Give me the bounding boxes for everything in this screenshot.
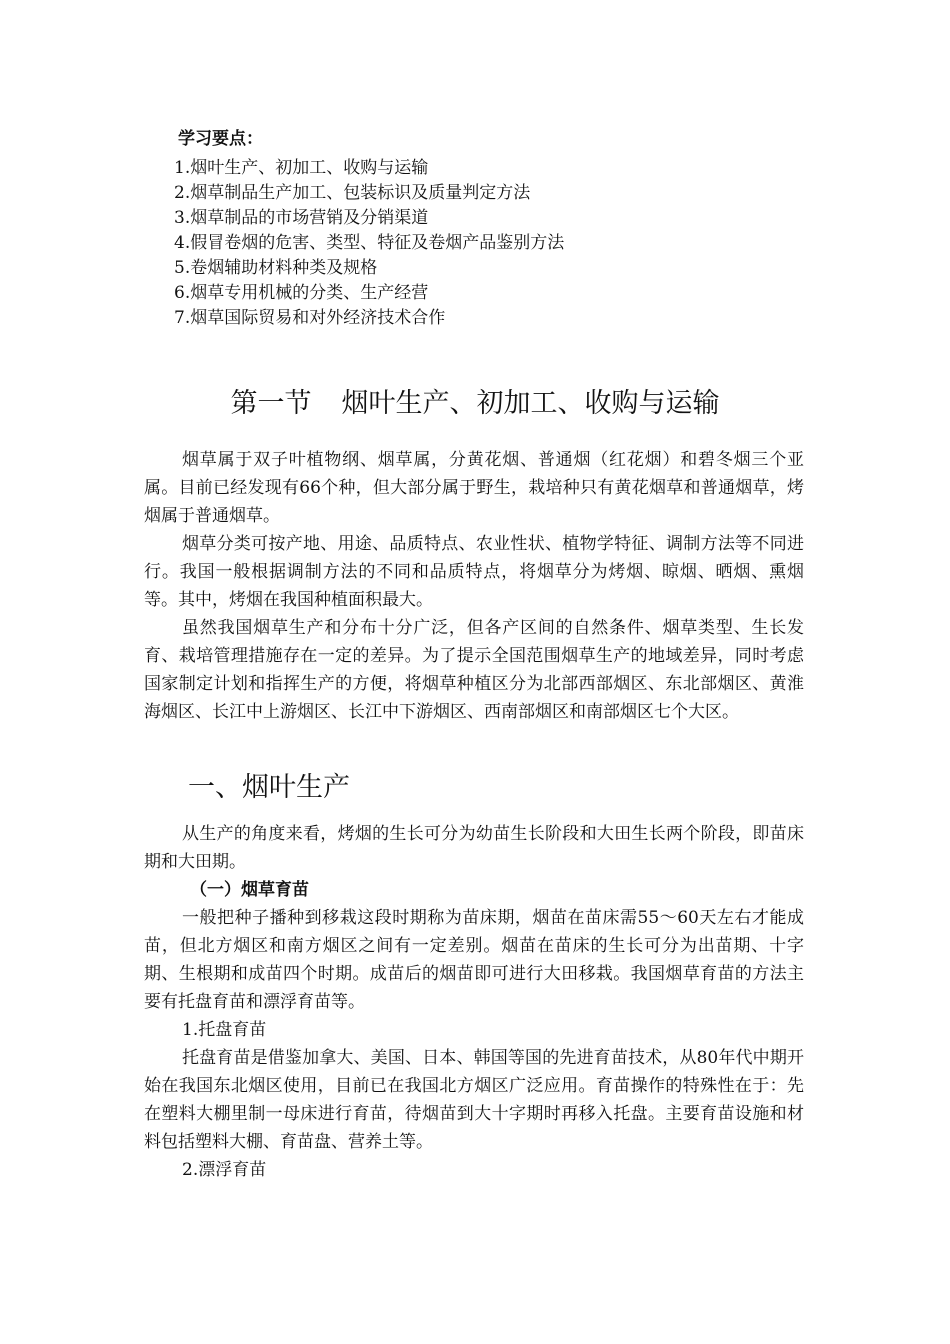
paragraph: 虽然我国烟草生产和分布十分广泛，但各产区间的自然条件、烟草类型、生长发育、栽培管理措施存在一定的差异。为了提示全国范围烟草生产的地域差异，同时考虑国家制定计划和指挥生产的方便，将烟草种植区分为北部西部烟区、东北部烟区、黄淮海烟区、长江中上游烟区、长江中下游烟区、西南部烟区和南部烟区七个大区。 (144, 618, 804, 722)
paragraph: 一般把种子播种到移栽这段时期称为苗床期，烟苗在苗床需55～60天左右才能成苗，但北方烟区和南方烟区之间有一定差别。烟苗在苗床的生长可分为出苗期、十字期、生根期和成苗四个时期。成苗后的烟苗即可进行大田移栽。我国烟草育苗的方法主要有托盘育苗和漂浮育苗等。 (144, 908, 804, 1012)
key-point-item: 7.烟草国际贸易和对外经济技术合作 (174, 308, 446, 328)
paragraph: 烟草分类可按产地、用途、品质特点、农业性状、植物学特征、调制方法等不同进行。我国一般根据调制方法的不同和品质特点，将烟草分为烤烟、晾烟、晒烟、熏烟等。其中，烤烟在我国种植面积最大。 (144, 534, 804, 610)
paragraph: 烟草属于双子叶植物纲、烟草属，分黄花烟、普通烟（红花烟）和碧冬烟三个亚属。目前已经发现有66个种，但大部分属于野生，栽培种只有黄花烟草和普通烟草，烤烟属于普通烟草。 (144, 450, 804, 526)
part-heading: （一）烟草育苗 (190, 880, 309, 900)
key-points-list (174, 156, 564, 331)
key-points-title: 学习要点： (178, 129, 263, 149)
key-point-item: 6.烟草专用机械的分类、生产经营 (174, 283, 429, 303)
section-number: 第一节 (230, 388, 312, 419)
method-heading: 1.托盘育苗 (182, 1020, 267, 1040)
subsection-heading: 一、烟叶生产 (188, 772, 350, 803)
section-intro-text (144, 446, 804, 726)
section-title: 烟叶生产、初加工、收购与运输 (341, 388, 720, 419)
method-heading: 2.漂浮育苗 (182, 1160, 267, 1180)
key-point-item: 4.假冒卷烟的危害、类型、特征及卷烟产品鉴别方法 (174, 233, 565, 253)
section-heading (0, 384, 950, 424)
key-point-item: 2.烟草制品生产加工、包装标识及质量判定方法 (174, 183, 531, 203)
key-point-item: 3.烟草制品的市场营销及分销渠道 (174, 208, 429, 228)
subsection-text (144, 820, 804, 1184)
key-point-item: 1.烟叶生产、初加工、收购与运输 (174, 158, 429, 178)
paragraph: 托盘育苗是借鉴加拿大、美国、日本、韩国等国的先进育苗技术，从80年代中期开始在我国东北烟区使用，目前已在我国北方烟区广泛应用。育苗操作的特殊性在于：先在塑料大棚里制一母床进行育苗，待烟苗到大十字期时再移入托盘。主要育苗设施和材料包括塑料大棚、育苗盘、营养土等。 (144, 1048, 804, 1152)
key-point-item: 5.卷烟辅助材料种类及规格 (174, 258, 378, 278)
paragraph: 从生产的角度来看，烤烟的生长可分为幼苗生长阶段和大田生长两个阶段，即苗床期和大田期。 (144, 824, 804, 872)
